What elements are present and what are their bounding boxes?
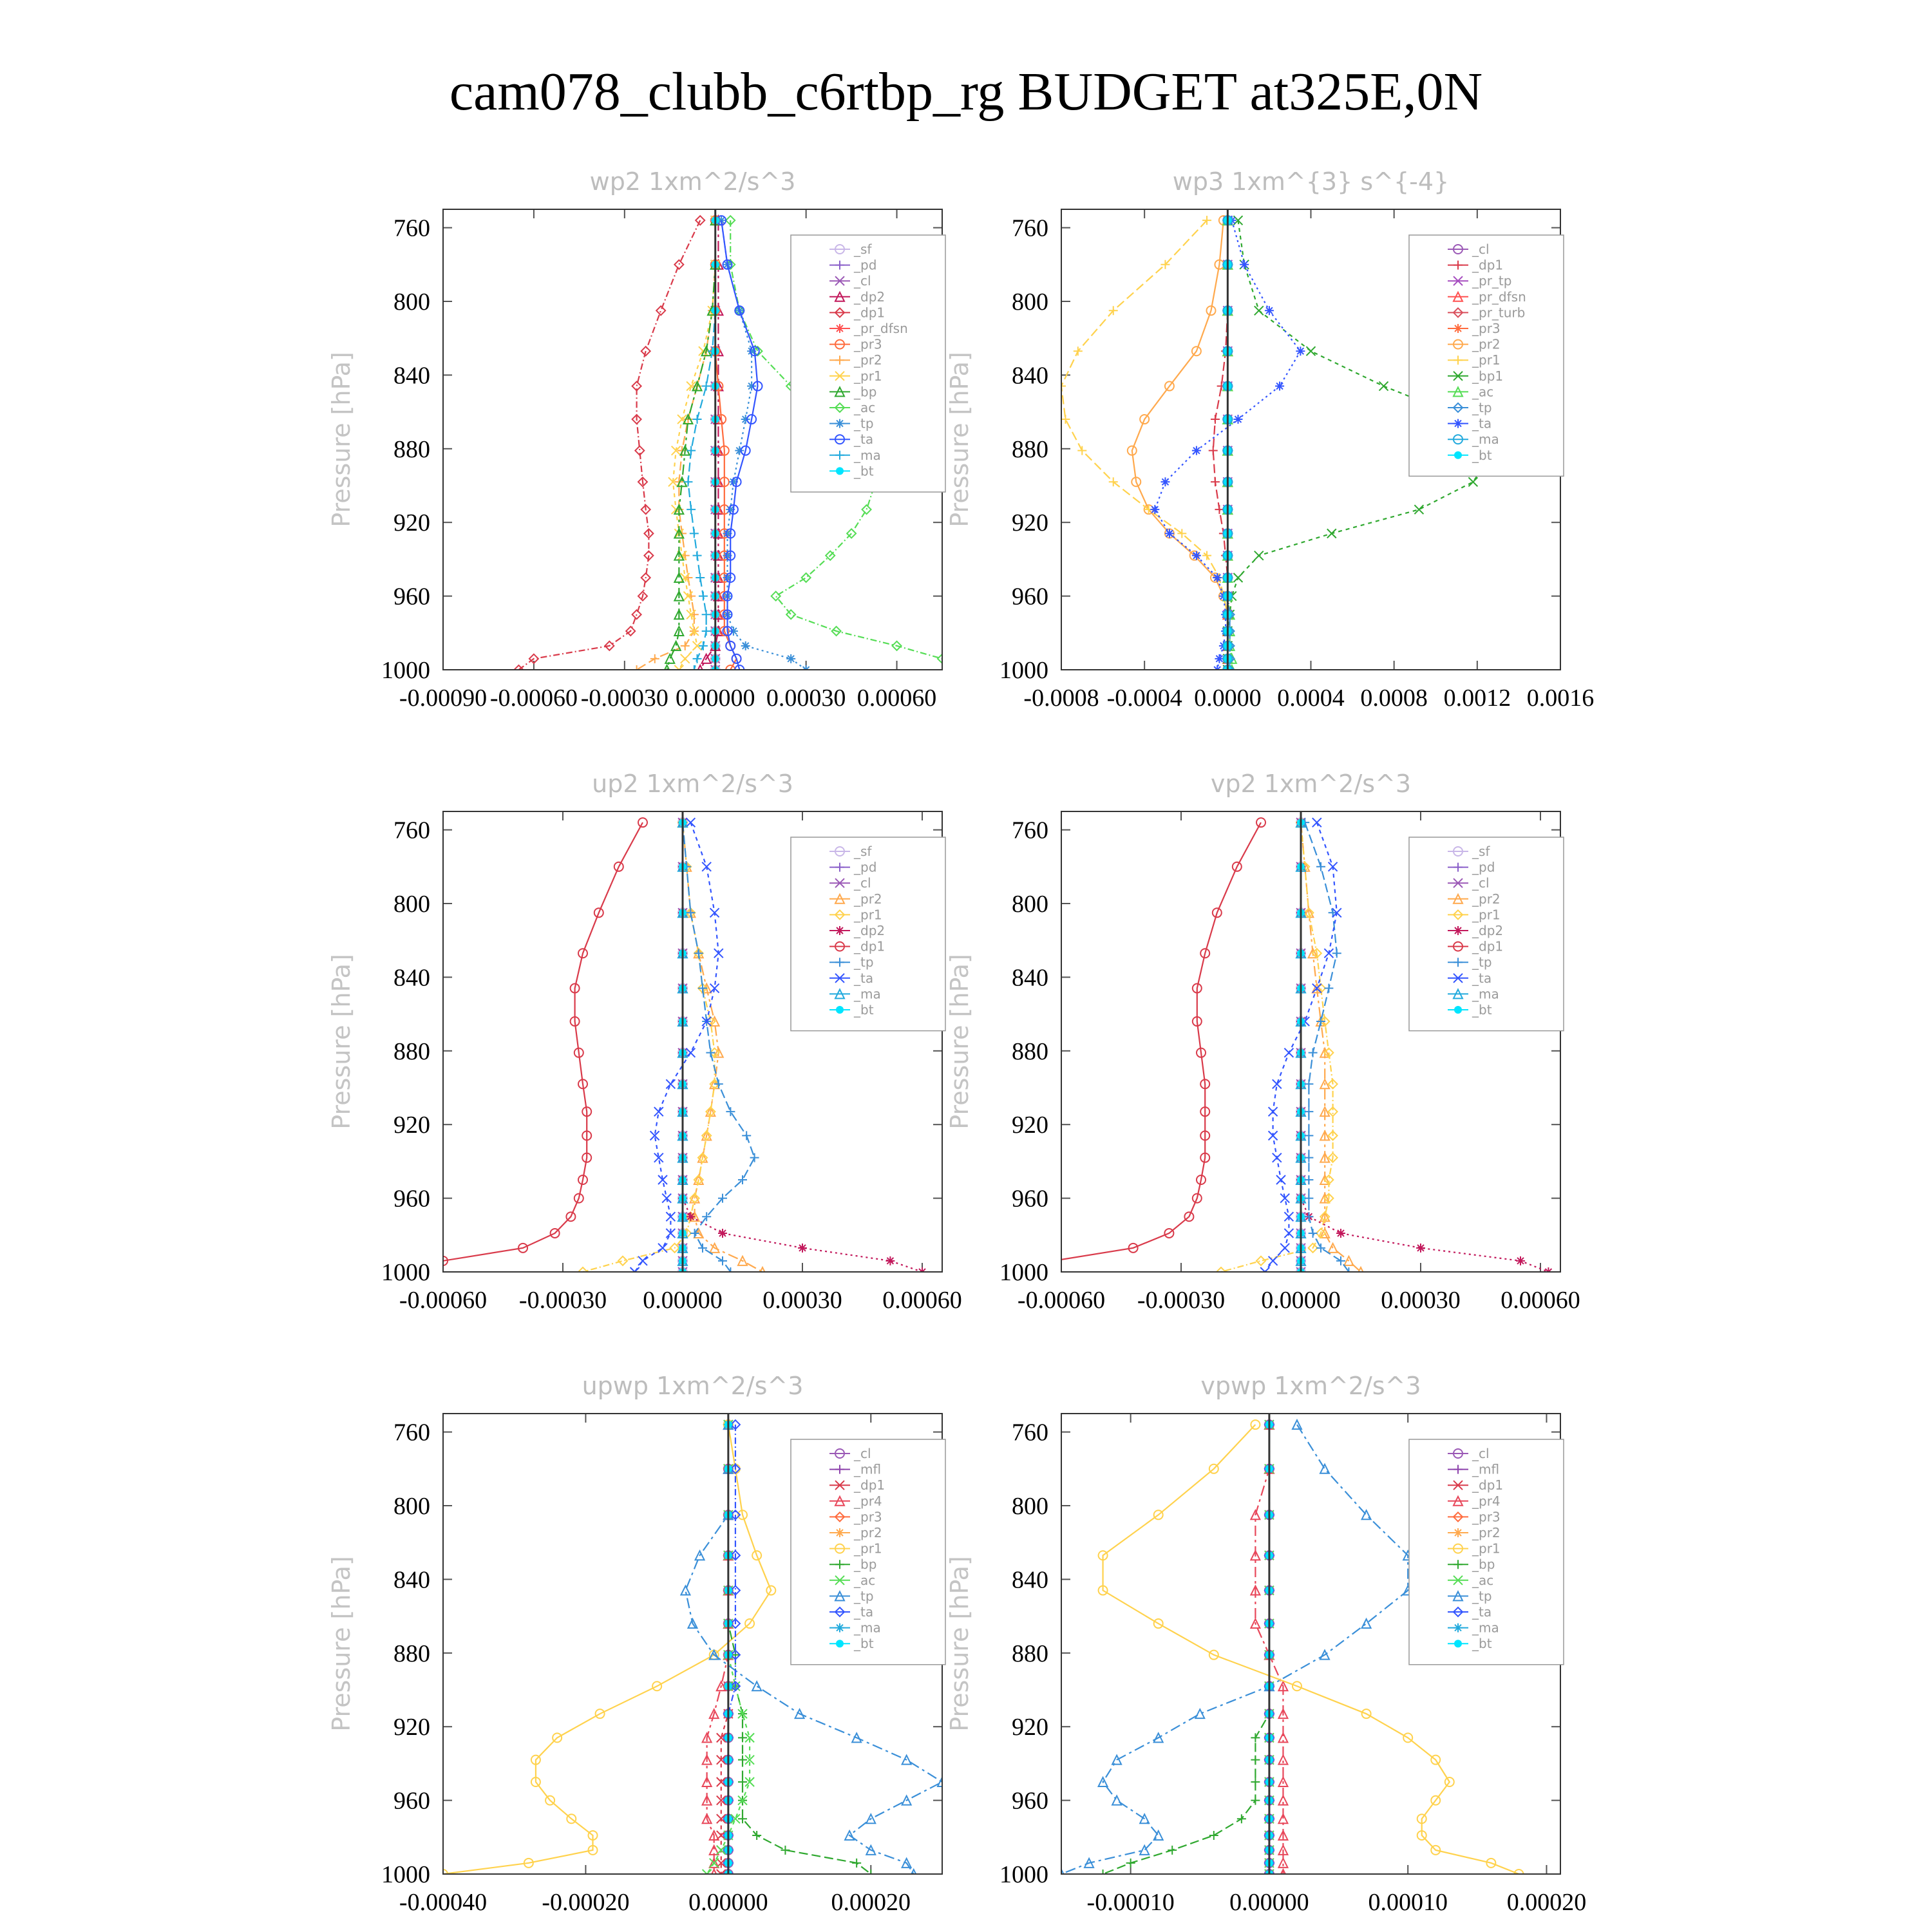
panel-title: wp3 1xm^{3} s^{-4}: [1172, 167, 1450, 196]
x-tick-label: -0.0004: [1106, 685, 1182, 712]
x-tick-label: -0.00040: [399, 1889, 488, 1916]
y-tick-label: 840: [1012, 1566, 1048, 1594]
legend-label: _tp: [854, 1588, 874, 1604]
legend-label: _dp1: [854, 305, 886, 321]
x-tick-label: -0.00090: [399, 685, 488, 712]
x-tick-label: -0.00020: [542, 1889, 630, 1916]
y-tick-label: 840: [393, 964, 430, 992]
legend-label: _dp1: [1472, 1477, 1504, 1493]
y-tick-label: 1000: [381, 1861, 430, 1888]
x-tick-label: -0.00030: [580, 685, 668, 712]
y-tick-label: 920: [1012, 509, 1048, 537]
legend-label: _sf: [854, 844, 872, 859]
legend-label: _pr3: [854, 1509, 882, 1525]
x-tick-label: 0.00030: [1381, 1287, 1461, 1314]
x-tick-label: 0.00000: [675, 685, 755, 712]
x-tick-label: 0.00060: [1501, 1287, 1580, 1314]
legend-label: _pr2: [854, 1525, 882, 1540]
legend-label: _bp1: [1472, 368, 1504, 384]
point_ta: [1215, 654, 1224, 663]
legend-label: _ac: [1472, 384, 1494, 400]
panel-title: wp2 1xm^2/s^3: [589, 167, 796, 196]
x-tick-label: -0.0008: [1023, 685, 1099, 712]
x-tick-label: 0.00000: [1261, 1287, 1341, 1314]
x-tick-label: -0.00060: [399, 1287, 488, 1314]
legend-label: _ta: [854, 431, 874, 448]
legend-marker: [835, 419, 844, 428]
legend-label: _dp1: [854, 1477, 886, 1493]
legend-label: _pr1: [854, 368, 882, 384]
legend-marker: [1454, 1624, 1463, 1633]
y-tick-label: 760: [393, 817, 430, 844]
legend-label: _pr1: [854, 907, 882, 923]
legend-label: _mfl: [854, 1461, 882, 1477]
legend-label: _pr_dfsn: [1472, 289, 1526, 305]
y-tick-label: 1000: [999, 1861, 1048, 1888]
legend-label: _pr_tp: [1472, 273, 1512, 289]
y-tick-label: 960: [393, 1787, 430, 1815]
legend-label: _dp2: [854, 923, 886, 938]
x-tick-label: -0.00030: [1137, 1287, 1226, 1314]
y-tick-label: 880: [393, 435, 430, 463]
legend-label: _dp1: [1472, 938, 1504, 954]
x-tick-label: 0.00020: [831, 1889, 911, 1916]
legend-label: _bt: [854, 1636, 874, 1652]
legend-label: _ta: [1472, 1604, 1492, 1620]
y-tick-label: 960: [1012, 1787, 1048, 1815]
legend-label: _pr2: [1472, 336, 1501, 352]
point_dp2: [686, 1212, 695, 1221]
point_ta: [1275, 382, 1284, 391]
x-tick-label: 0.00030: [762, 1287, 842, 1314]
y-tick-label: 880: [1012, 1640, 1048, 1667]
y-tick-label: 800: [393, 1493, 430, 1520]
legend-label: _ma: [854, 1620, 881, 1636]
panel-title: vpwp 1xm^2/s^3: [1200, 1372, 1421, 1400]
x-tick-label: 0.0004: [1277, 685, 1345, 712]
legend-label: _cl: [1472, 242, 1490, 257]
point_dp2: [718, 1229, 727, 1238]
y-tick-label: 1000: [999, 1259, 1048, 1286]
legend-label: _pr3: [854, 336, 882, 352]
legend-label: _dp1: [1472, 257, 1504, 273]
legend-label: _cl: [854, 273, 871, 289]
legend-marker: [835, 1528, 844, 1537]
y-tick-label: 920: [393, 1714, 430, 1741]
x-tick-label: 0.00030: [766, 685, 846, 712]
point_ta: [1150, 505, 1159, 514]
legend-label: _pr2: [854, 891, 882, 907]
legend-marker: [835, 324, 844, 333]
legend-label: _pr4: [1472, 1493, 1501, 1509]
legend-label: _cl: [854, 1446, 871, 1461]
legend-label: _bt: [1472, 1636, 1492, 1652]
legend: [1409, 837, 1564, 1031]
legend-marker: [836, 1006, 844, 1014]
point_dp2: [798, 1244, 807, 1253]
legend-label: _pr3: [1472, 321, 1501, 336]
legend: [1409, 235, 1564, 476]
y-tick-label: 960: [1012, 1185, 1048, 1213]
legend-label: _pr2: [1472, 1525, 1501, 1540]
legend-label: _mfl: [1472, 1461, 1500, 1477]
point_ta: [1240, 260, 1249, 269]
y-tick-label: 1000: [381, 1259, 430, 1286]
legend-label: _ma: [1472, 986, 1499, 1002]
legend-label: _pr1: [1472, 352, 1501, 368]
y-axis-label: Pressure [hPa]: [945, 1556, 974, 1732]
point_tp: [741, 641, 750, 650]
legend-label: _ta: [1472, 415, 1492, 431]
point_ta: [1192, 551, 1201, 560]
legend-marker: [1454, 1006, 1462, 1014]
point_ta: [1192, 446, 1201, 455]
legend-label: _pr2: [1472, 891, 1501, 907]
legend-label: _cl: [1472, 875, 1490, 891]
y-tick-label: 880: [1012, 1037, 1048, 1065]
legend-marker: [1454, 1528, 1463, 1537]
point_ta: [1296, 346, 1305, 355]
y-tick-label: 1000: [381, 657, 430, 684]
y-tick-label: 840: [393, 1566, 430, 1594]
y-tick-label: 760: [1012, 214, 1048, 242]
legend-label: _ma: [1472, 431, 1499, 448]
y-tick-label: 960: [393, 583, 430, 611]
x-tick-label: -0.00060: [1017, 1287, 1106, 1314]
x-tick-label: 0.0016: [1526, 685, 1595, 712]
legend-label: _pd: [854, 859, 877, 875]
y-tick-label: 920: [393, 1112, 430, 1139]
y-tick-label: 760: [1012, 1419, 1048, 1446]
x-tick-label: 0.0012: [1443, 685, 1511, 712]
x-tick-label: 0.00000: [643, 1287, 723, 1314]
point_dp2: [1336, 1229, 1345, 1238]
y-tick-label: 840: [1012, 362, 1048, 390]
y-tick-label: 800: [1012, 289, 1048, 316]
legend-label: _tp: [1472, 954, 1492, 971]
legend-label: _pr_dfsn: [854, 321, 908, 336]
legend: [791, 837, 945, 1031]
legend-marker: [836, 1640, 844, 1647]
panel-title: upwp 1xm^2/s^3: [582, 1372, 804, 1400]
x-tick-label: 0.00020: [1506, 1889, 1587, 1916]
y-tick-label: 960: [393, 1185, 430, 1213]
legend-marker: [835, 1624, 844, 1633]
legend-marker: [835, 926, 844, 935]
legend: [1409, 1439, 1564, 1665]
y-tick-label: 760: [1012, 817, 1048, 844]
legend-label: _sf: [1472, 844, 1490, 859]
legend-marker: [1454, 324, 1463, 333]
figure-title: cam078_clubb_c6rtbp_rg BUDGET at325E,0N: [449, 62, 1483, 122]
y-axis-label: Pressure [hPa]: [945, 352, 974, 527]
x-tick-label: -0.00060: [489, 685, 578, 712]
y-axis-label: Pressure [hPa]: [327, 954, 355, 1130]
legend-label: _tp: [854, 954, 874, 971]
x-tick-label: -0.00030: [518, 1287, 607, 1314]
point_dp2: [1516, 1256, 1525, 1265]
legend-label: _bp: [1472, 1557, 1495, 1573]
x-tick-label: -0.00010: [1086, 1889, 1175, 1916]
legend-label: _ma: [854, 447, 881, 463]
point_dp2: [886, 1256, 895, 1265]
legend-label: _cl: [854, 875, 871, 891]
x-tick-label: 0.00000: [688, 1889, 768, 1916]
legend-label: _pr_turb: [1472, 305, 1526, 321]
legend-label: _ta: [854, 970, 874, 986]
legend-label: _pd: [1472, 859, 1495, 875]
legend-label: _ma: [854, 986, 881, 1002]
legend-label: _ac: [1472, 1572, 1494, 1588]
x-tick-label: 0.0008: [1360, 685, 1428, 712]
panel-title: up2 1xm^2/s^3: [592, 770, 793, 798]
legend-label: _pr1: [854, 1540, 882, 1557]
x-tick-label: 0.0000: [1194, 685, 1262, 712]
y-tick-label: 760: [393, 214, 430, 242]
y-tick-label: 800: [393, 891, 430, 918]
x-tick-label: 0.00060: [857, 685, 937, 712]
legend-label: _ac: [854, 400, 876, 415]
legend-label: _dp1: [854, 938, 886, 954]
y-axis-label: Pressure [hPa]: [327, 1556, 355, 1732]
x-tick-label: 0.00060: [882, 1287, 962, 1314]
legend-label: _bp: [854, 1557, 877, 1573]
legend-label: _bp: [854, 384, 877, 400]
legend-label: _bt: [854, 463, 874, 479]
y-axis-label: Pressure [hPa]: [945, 954, 974, 1130]
panel-title: vp2 1xm^2/s^3: [1210, 770, 1412, 798]
legend-label: _tp: [1472, 400, 1492, 415]
point_ta: [1265, 306, 1274, 315]
legend: [791, 235, 945, 492]
legend-label: _sf: [854, 242, 872, 257]
legend: [791, 1439, 945, 1665]
legend-marker: [1454, 419, 1463, 428]
y-tick-label: 880: [393, 1037, 430, 1065]
y-tick-label: 960: [1012, 583, 1048, 611]
legend-label: _pr4: [854, 1493, 882, 1509]
legend-marker: [836, 467, 844, 475]
y-tick-label: 920: [1012, 1112, 1048, 1139]
legend-label: _bt: [1472, 1002, 1492, 1018]
point_dp2: [1416, 1244, 1425, 1253]
legend-label: _ta: [1472, 970, 1492, 986]
legend-label: _dp2: [854, 289, 886, 305]
legend-label: _pr1: [1472, 907, 1501, 923]
y-tick-label: 920: [1012, 1714, 1048, 1741]
legend-label: _pr2: [854, 352, 882, 368]
y-tick-label: 920: [393, 509, 430, 537]
y-tick-label: 880: [393, 1640, 430, 1667]
y-tick-label: 1000: [999, 657, 1048, 684]
x-tick-label: 0.00010: [1368, 1889, 1448, 1916]
legend-label: _bt: [854, 1002, 874, 1018]
point_ta: [1233, 415, 1242, 424]
y-tick-label: 800: [1012, 891, 1048, 918]
legend-label: _pd: [854, 257, 877, 273]
y-tick-label: 800: [393, 289, 430, 316]
y-tick-label: 800: [1012, 1493, 1048, 1520]
x-tick-label: 0.00000: [1229, 1889, 1309, 1916]
point_ta: [1213, 573, 1222, 582]
legend-label: _bt: [1472, 447, 1492, 463]
y-axis-label: Pressure [hPa]: [327, 352, 355, 527]
y-tick-label: 840: [393, 362, 430, 390]
legend-label: _dp2: [1472, 923, 1504, 938]
y-tick-label: 840: [1012, 964, 1048, 992]
legend-label: _tp: [1472, 1588, 1492, 1604]
point_tp: [786, 654, 795, 663]
y-tick-label: 760: [393, 1419, 430, 1446]
y-tick-label: 880: [1012, 435, 1048, 463]
legend-label: _ma: [1472, 1620, 1499, 1636]
legend-label: _pr3: [1472, 1509, 1501, 1525]
point_ta: [1165, 529, 1174, 538]
legend-label: _ac: [854, 1572, 876, 1588]
legend-label: _ta: [854, 1604, 874, 1620]
legend-label: _pr1: [1472, 1540, 1501, 1557]
legend-marker: [1454, 926, 1463, 935]
legend-marker: [1454, 1640, 1462, 1647]
point_ta: [1160, 477, 1170, 486]
legend-label: _cl: [1472, 1446, 1490, 1461]
legend-label: _tp: [854, 415, 874, 431]
legend-marker: [1454, 451, 1462, 459]
